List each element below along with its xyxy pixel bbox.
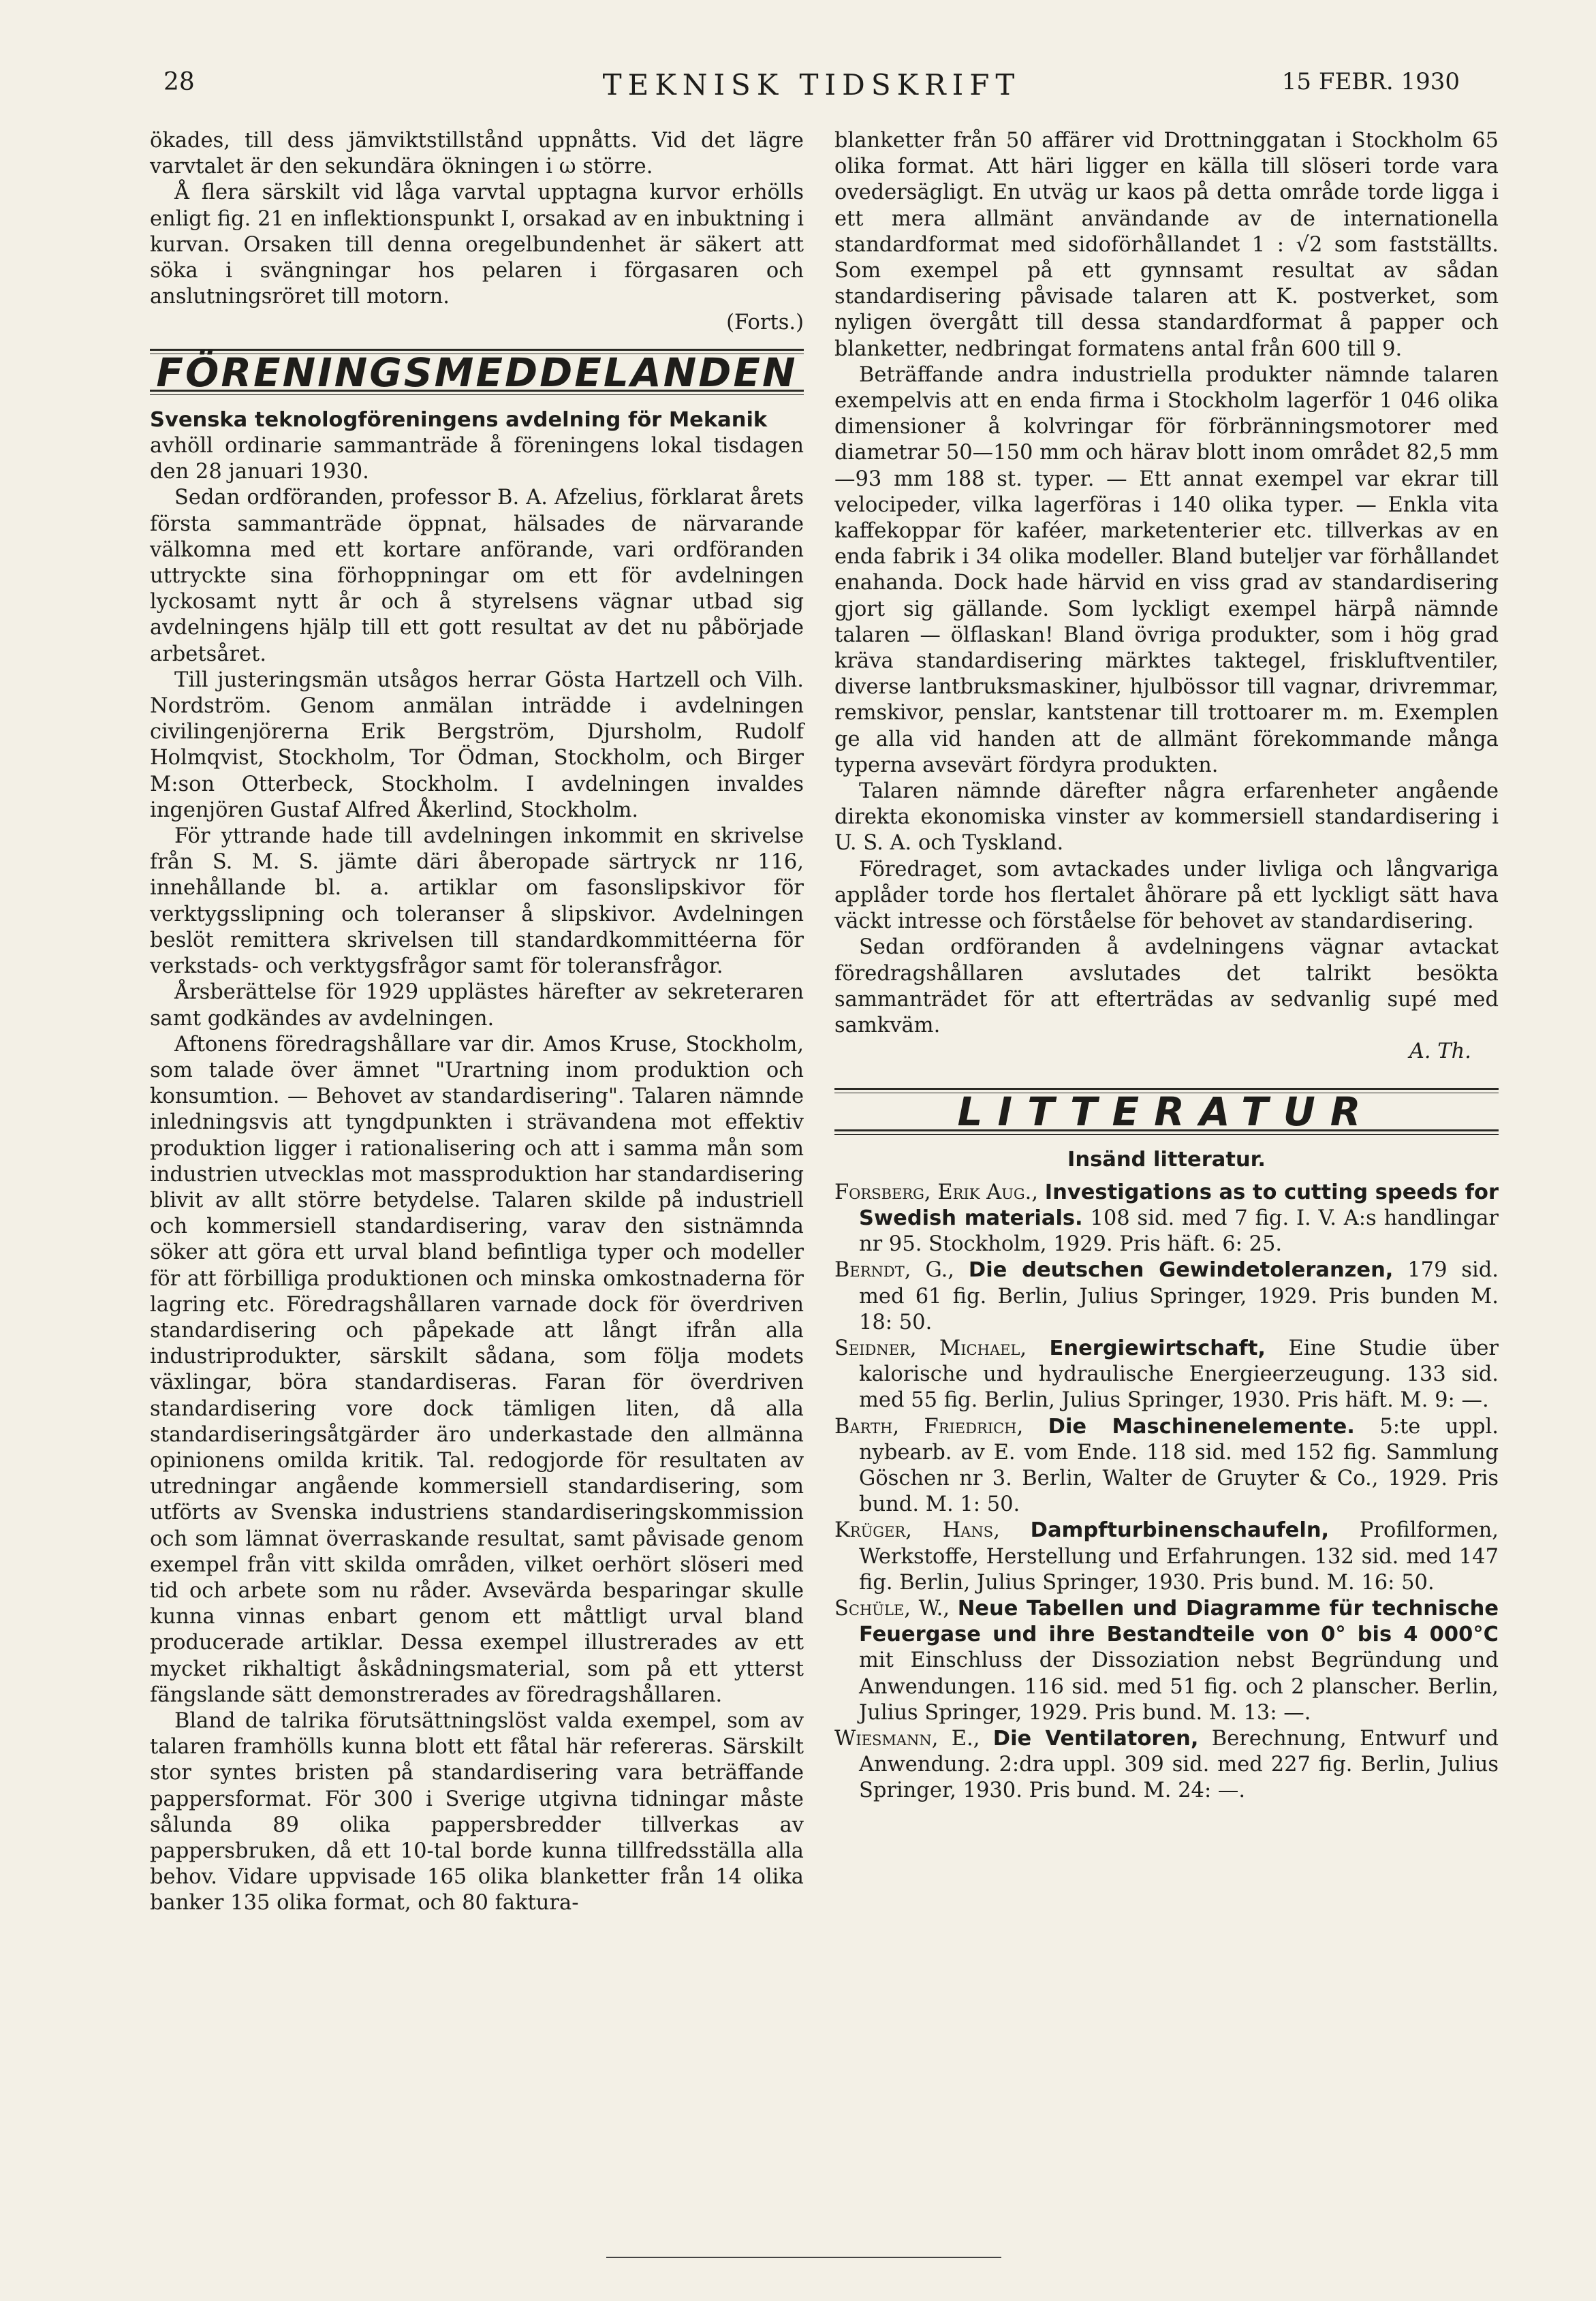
reference-title: Investigations as to cutting speeds for Swedish materials. <box>859 1180 1499 1230</box>
paragraph: Aftonens föredragshållare var dir. Amos Kruse, Stockholm, som talade över ämnet "Urartning inom produktion och konsumtion. — Behovet av standardisering". Talaren nämnde inledningsvis att tyngdpunkten i strävandena mot effektiv produktion ligger i rationalisering och att i samma mån som industrien utvecklas mot massproduktion har standardisering blivit av allt större betydelse. Talaren skilde på industriell och kommersiell standardisering, varav den sistnämnda söker att göra ett urval bland befintliga typer och modeller för att förbilliga produktionen och minska omkostnaderna för lagring etc. Föredragshållaren varnade dock för överdriven standardisering och påpekade att långt ifrån alla industriprodukter, särskilt sådana, som följa modets växlingar, böra standardiseras. Faran för överdriven standardisering vore dock tämligen liten, då alla standardiseringsåtgärder äro underkastade den allmänna opinionens omilda kritik. Tal. redogjorde för resultaten av utredningar angående kommersiell standardisering, som utförts av Svenska industriens standardiseringskommission och som lämnat överraskande resultat, samt påvisade genom exempel från vitt skilda områden, vilket oerhört slöseri med tid och arbete som nu råder. Avsevärda besparingar skulle kunna vinnas enbart genom ett måttligt urval bland producerade artiklar. Dessa exempel illustrerades av ett mycket rikhaltigt åskådningsmaterial, som på ett ytterst fängslande sätt demonstrerades av föredragshållaren. <box>150 1032 804 1707</box>
continued-note: (Forts.) <box>726 311 804 335</box>
paragraph: Sedan ordföranden, professor B. A. Afzelius, förklarat årets första sammanträde öppnat, hälsades de närvarande välkomna med ett kortare anförande, vari ordföranden uttryckte sina förhoppningar om ett för avdelningen lyckosamt nytt år och å styrelsens vägnar utbad sig avdelningens hjälp till ett gott resultat av det nu påbörjade arbetsåret. <box>150 486 804 666</box>
reference-details: Eine Studie über kalorische und hydraulische Energieerzeugung. 133 sid. med 55 fig. Berlin, Julius Springer, 1930. Pris häft. M. 9: —. <box>859 1336 1499 1413</box>
section-header-foreningsmeddelanden <box>150 349 804 395</box>
paragraph: ökades, till dess jämviktstillstånd uppnåtts. Vid det lägre varvtalet är den sekundära ökningen i ω större. <box>150 129 804 179</box>
signature: A. Th. <box>1409 1039 1471 1064</box>
paragraph: Årsberättelse för 1929 upplästes härefter av sekreteraren samt godkändes av avdelningen. <box>150 980 804 1031</box>
reference-item <box>834 1414 1499 1518</box>
reference-author: Berndt, G., <box>834 1258 954 1283</box>
reference-author: Wiesmann, E., <box>834 1726 980 1751</box>
paragraph: Bland de talrika förutsättningslöst valda exempel, som av talaren framhölls kunna blott ett fåtal här refereras. Särskilt stor syntes bristen på standardisering vara beträffande pappersformat. För 300 i Sverige utgivna tidningar måste sålunda 89 olika pappersbredder tillverkas av pappersbruken, då ett 10-tal borde kunna tillfredsställa alla behov. Vidare uppvisade 165 olika blanketter från 14 olika banker 135 olika format, och 80 faktura- <box>150 1708 804 1915</box>
reference-author: Schüle, W., <box>834 1596 950 1621</box>
page-header <box>163 68 1460 109</box>
reference-item <box>834 1180 1499 1258</box>
reference-details: 5:te uppl. nybearb. av E. vom Ende. 118 sid. med 152 fig. Sammlung Göschen nr 3. Berlin, Walter de Gruyter & Co., 1929. Pris bund. M. 1: 50. <box>859 1414 1499 1517</box>
reference-item <box>834 1257 1499 1336</box>
paragraph: Talaren nämnde därefter några erfarenheter angående direkta ekonomiska vinster av kommersiell standardisering i U. S. A. och Tyskland. <box>834 779 1499 856</box>
reference-author: Forsberg, Erik Aug., <box>834 1180 1039 1204</box>
reference-title: Energiewirtschaft, <box>1049 1336 1266 1360</box>
reference-item <box>834 1336 1499 1414</box>
journal-title: TEKNISK TIDSKRIFT <box>602 68 1021 101</box>
reference-details: Berechnung, Entwurf und Anwendung. 2:dra uppl. 309 sid. med 227 fig. Berlin, Julius Springer, 1930. Pris bund. M. 24: —. <box>859 1726 1499 1803</box>
paragraph: blanketter från 50 affärer vid Drottninggatan i Stockholm 65 olika format. Att häri ligger en källa till slöseri torde vara ovedersägligt. En utväg ur kaos på detta område torde ligga i ett mera allmänt användande av de internationella standardformat med sidoförhållandet 1 : √2 som fastställts. Som exempel på ett gynnsamt resultat av sådan standardisering påvisade talaren att K. postverket, som nyligen övergått till dessa standardformat å papper och blanketter, nedbringat formatens antal från 600 till 9. <box>834 129 1499 361</box>
reference-title: Dampfturbinenschaufeln, <box>1030 1518 1330 1543</box>
literature-subheading: Insänd litteratur. <box>1067 1147 1266 1172</box>
bottom-rule <box>606 2257 1001 2258</box>
paragraph: Föredraget, som avtackades under livliga och långvariga applåder torde hos flertalet åhörare på ett lyckligt sätt hava väckt intresse och förståelse för behovet av standardisering. <box>834 857 1499 934</box>
reference-title: Neue Tabellen und Diagramme für technische Feuergase und ihre Bestandteile von 0° bis 4 000°C <box>859 1596 1499 1647</box>
paragraph: avhöll ordinarie sammanträde å föreningens lokal tisdagen den 28 januari 1930. <box>150 434 804 484</box>
section-title: LITTERATUR <box>957 1089 1376 1136</box>
reference-details: mit Einschluss der Dissoziation nebst Begründung und Anwendungen. 116 sid. med 51 fig. och 2 planscher. Berlin, Julius Springer, 1929. Pris bund. M. 13: —. <box>859 1648 1499 1725</box>
reference-details: 108 sid. med 7 fig. I. V. A:s handlingar nr 95. Stockholm, 1929. Pris häft. 6: 25. <box>859 1206 1499 1257</box>
section-header-litteratur <box>834 1088 1499 1134</box>
club-heading: Svenska teknologföreningens avdelning för Mekanik <box>150 407 768 432</box>
paragraph: Till justeringsmän utsågos herrar Gösta Hartzell och Vilh. Nordström. Genom anmälan inträdde i avdelningen civilingenjörerna Erik Bergström, Djursholm, Rudolf Holmqvist, Stockholm, Tor Ödman, Stockholm, och Birger M:son Otterbeck, Stockholm. I avdelningen invaldes ingenjören Gustaf Alfred Åkerlind, Stockholm. <box>150 668 804 822</box>
reference-title: Die Ventilatoren, <box>992 1726 1199 1751</box>
reference-author: Krüger, Hans, <box>834 1518 1000 1543</box>
reference-author: Seidner, Michael, <box>834 1336 1027 1360</box>
reference-item <box>834 1518 1499 1596</box>
reference-title: Die deutschen Gewindetoleranzen, <box>968 1258 1394 1283</box>
paragraph: Å flera särskilt vid låga varvtal upptagna kurvor erhölls enligt fig. 21 en inflektionspunkt I, orsakad av en inbuktning i kurvan. Orsaken till denna oregelbundenhet är säkert att söka i svängningar hos pelaren i förgasaren och anslutningsröret till motorn. <box>150 181 804 309</box>
reference-details: Profilformen, Werkstoffe, Herstellung und Erfahrungen. 132 sid. med 147 fig. Berlin, Julius Springer, 1930. Pris bund. M. 16: 50. <box>859 1518 1499 1595</box>
right-column <box>834 128 1499 1804</box>
issue-date: 15 FEBR. 1930 <box>1281 68 1460 95</box>
reference-item <box>834 1726 1499 1804</box>
reference-title: Die Maschinenelemente. <box>1048 1414 1355 1439</box>
reference-author: Barth, Friedrich, <box>834 1414 1024 1439</box>
paragraph: Beträffande andra industriella produkter nämnde talaren exempelvis att en enda firma i Stockholm lagerför 1 046 olika dimensioner å kolvringar för förbränningsmotorer med diametrar 50—150 mm och härav blott inom området 82,5 mm—93 mm 188 st. typer. — Ett annat exempel var ekrar till velocipeder, vilka lagerföras i 140 olika typer. — Enkla vita kaffekoppar för kaféer, marketenterier etc. tillverkas av en enda fabrik i 34 olika modeller. Bland buteljer var förhållandet enahanda. Dock hade härvid en viss grad av standardisering gjort sig gällande. Som lyckligt exempel härpå nämnde talaren — ölflaskan! Bland övriga produkter, som i hög grad kräva standardisering märktes taktegel, friskluftventiler, diverse lantbruksmaskiner, hjulbössor till vagnar, drivremmar, remskivor, penslar, kantstenar till trottoarer m. m. Exemplen ge alla vid handen att de allmänt förekommande många typerna avsevärt fördyra produkten. <box>834 362 1499 777</box>
page-number: 28 <box>163 68 195 96</box>
section-title: FÖRENINGSMEDDELANDEN <box>156 349 798 396</box>
left-column <box>150 128 804 1917</box>
reference-list <box>834 1180 1499 1804</box>
reference-item <box>834 1596 1499 1726</box>
paragraph: Sedan ordföranden å avdelningens vägnar avtackat föredragshållaren avslutades det talrikt besökta sammanträdet för att efterträdas av sedvanlig supé med samkväm. <box>834 935 1499 1037</box>
paragraph: För yttrande hade till avdelningen inkommit en skrivelse från S. M. S. jämte däri åberopade särtryck nr 116, innehållande bl. a. artiklar om fasonslipskivor för verktygsslipning och toleranser å slipskivor. Avdelningen beslöt remittera skrivelsen till standardkommittéerna för verkstads- och verktygsfrågor samt för toleransfrågor. <box>150 824 804 979</box>
reference-details: 179 sid. med 61 fig. Berlin, Julius Springer, 1929. Pris bunden M. 18: 50. <box>859 1258 1499 1334</box>
